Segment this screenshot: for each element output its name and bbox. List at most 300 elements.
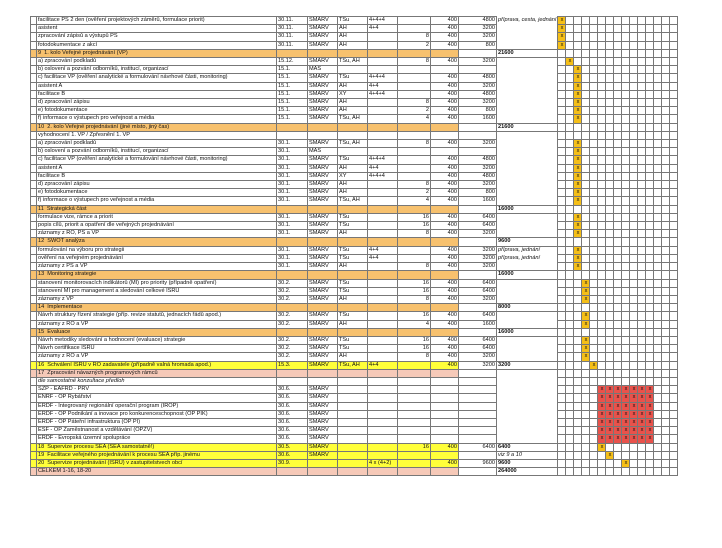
timeline-cell	[582, 123, 590, 131]
timeline-cell	[662, 90, 670, 98]
timeline-cell	[606, 205, 614, 213]
timeline-cell	[670, 131, 678, 139]
timeline-cell	[614, 205, 622, 213]
cost-cell: 9600	[459, 459, 497, 467]
worker-cell: TSu, AH	[338, 197, 368, 205]
hours-cell	[398, 25, 431, 33]
timeline-cell: x	[574, 82, 582, 90]
timeline-cell	[598, 271, 606, 279]
worker-cell: AH	[338, 181, 368, 189]
company-cell	[308, 369, 338, 377]
timeline-cell	[574, 123, 582, 131]
timeline-cell	[590, 90, 598, 98]
timeline-cell: x	[630, 394, 638, 402]
table-row	[31, 263, 678, 271]
timeline-cell	[646, 213, 654, 221]
cost-cell: 3200	[459, 164, 497, 172]
timeline-cell	[630, 336, 638, 344]
timeline-cell	[646, 320, 654, 328]
timeline-cell	[662, 172, 670, 180]
timeline-cell	[630, 33, 638, 41]
table-row	[31, 115, 678, 123]
timeline-cell	[606, 181, 614, 189]
timeline-cell	[566, 418, 574, 426]
timeline-cell	[574, 328, 582, 336]
timeline-cell	[582, 246, 590, 254]
timeline-cell: x	[638, 386, 646, 394]
hours-cell	[398, 304, 431, 312]
hours-cell	[398, 328, 431, 336]
timeline-cell	[598, 74, 606, 82]
cost-cell: 4800	[459, 90, 497, 98]
task-description: Návrh struktury řízení strategie (příp. revize statutů, jednacích řádů apod.)	[37, 312, 277, 320]
plan-cell	[368, 189, 398, 197]
task-description	[37, 369, 277, 377]
timeline-cell	[622, 123, 630, 131]
hours-cell	[398, 246, 431, 254]
timeline-cell	[638, 336, 646, 344]
timeline-cell	[638, 25, 646, 33]
timeline-cell	[662, 254, 670, 262]
timeline-cell: x	[574, 230, 582, 238]
timeline-cell	[614, 254, 622, 262]
timeline-cell	[654, 435, 662, 443]
timeline-cell	[598, 189, 606, 197]
empty-cell	[497, 394, 558, 402]
table-row	[31, 345, 678, 353]
cost-cell: 3200	[459, 254, 497, 262]
timeline-cell	[630, 164, 638, 172]
timeline-cell	[598, 107, 606, 115]
empty-cell	[497, 213, 558, 221]
rate-cell	[431, 386, 459, 394]
timeline-cell: x	[606, 435, 614, 443]
timeline-cell	[574, 410, 582, 418]
timeline-cell	[566, 66, 574, 74]
timeline-cell	[606, 320, 614, 328]
timeline-cell	[558, 263, 566, 271]
timeline-cell	[654, 320, 662, 328]
timeline-cell	[638, 82, 646, 90]
timeline-cell	[622, 304, 630, 312]
company-cell: MAS	[308, 66, 338, 74]
cost-cell: 3200	[459, 25, 497, 33]
timeline-cell	[590, 353, 598, 361]
timeline-cell: x	[646, 435, 654, 443]
plan-cell	[368, 312, 398, 320]
company-cell: SMARV	[308, 90, 338, 98]
timeline-cell: x	[574, 74, 582, 82]
timeline-cell	[630, 99, 638, 107]
timeline-cell	[582, 115, 590, 123]
timeline-cell: x	[558, 25, 566, 33]
task-description: formulace vize, rámce a priorit	[37, 213, 277, 221]
timeline-cell	[614, 336, 622, 344]
timeline-cell	[630, 189, 638, 197]
company-cell	[308, 377, 338, 385]
timeline-cell	[558, 304, 566, 312]
timeline-cell	[670, 410, 678, 418]
timeline-cell	[638, 312, 646, 320]
timeline-cell	[606, 336, 614, 344]
rate-cell: 400	[431, 82, 459, 90]
timeline-cell: x	[606, 418, 614, 426]
timeline-cell	[574, 58, 582, 66]
timeline-cell	[654, 328, 662, 336]
timeline-cell: x	[574, 189, 582, 197]
timeline-cell	[582, 230, 590, 238]
timeline-cell	[638, 74, 646, 82]
cost-cell: 1600	[459, 320, 497, 328]
cost-cell: 3200	[459, 58, 497, 66]
timeline-cell	[606, 304, 614, 312]
hours-cell	[398, 66, 431, 74]
cost-cell: 4800	[459, 74, 497, 82]
hours-cell	[398, 148, 431, 156]
timeline-cell	[670, 468, 678, 476]
date-cell: 30.2.	[277, 320, 308, 328]
timeline-cell	[638, 238, 646, 246]
plan-cell	[368, 345, 398, 353]
timeline-cell	[598, 263, 606, 271]
company-cell: SMARV	[308, 99, 338, 107]
company-cell: SMARV	[308, 222, 338, 230]
timeline-cell	[662, 328, 670, 336]
timeline-cell	[558, 189, 566, 197]
timeline-cell	[630, 271, 638, 279]
timeline-cell	[566, 369, 574, 377]
empty-cell	[497, 295, 558, 303]
timeline-cell	[558, 361, 566, 369]
timeline-cell	[622, 107, 630, 115]
plan-cell	[368, 222, 398, 230]
plan-cell	[368, 115, 398, 123]
timeline-cell	[590, 246, 598, 254]
timeline-cell	[566, 131, 574, 139]
timeline-cell	[598, 41, 606, 49]
timeline-cell: x	[598, 410, 606, 418]
timeline-cell	[614, 213, 622, 221]
timeline-cell	[558, 410, 566, 418]
timeline-cell	[630, 49, 638, 57]
timeline-cell	[566, 443, 574, 451]
timeline-cell	[598, 320, 606, 328]
date-cell: 30.1.	[277, 222, 308, 230]
cost-cell: 3200	[459, 361, 497, 369]
timeline-cell	[574, 131, 582, 139]
cost-cell: 800	[459, 189, 497, 197]
worker-cell: AH	[338, 230, 368, 238]
plan-cell: 4+4	[368, 82, 398, 90]
timeline-cell	[654, 295, 662, 303]
worker-cell: AH	[338, 189, 368, 197]
rate-cell	[431, 410, 459, 418]
hours-cell	[398, 369, 431, 377]
timeline-cell	[606, 279, 614, 287]
timeline-cell	[670, 148, 678, 156]
timeline-cell	[590, 41, 598, 49]
timeline-cell	[606, 25, 614, 33]
empty-cell	[497, 435, 558, 443]
timeline-cell	[614, 287, 622, 295]
timeline-cell	[622, 164, 630, 172]
timeline-cell	[590, 369, 598, 377]
timeline-cell	[622, 74, 630, 82]
timeline-cell	[622, 377, 630, 385]
timeline-cell: x	[638, 394, 646, 402]
timeline-cell	[662, 410, 670, 418]
timeline-cell	[638, 361, 646, 369]
timeline-cell	[582, 361, 590, 369]
timeline-cell: x	[598, 402, 606, 410]
plan-cell	[368, 181, 398, 189]
timeline-cell	[646, 377, 654, 385]
rate-cell: 400	[431, 99, 459, 107]
timeline-cell	[646, 181, 654, 189]
plan-cell	[368, 99, 398, 107]
timeline-cell	[598, 82, 606, 90]
plan-cell	[368, 140, 398, 148]
date-cell: 30.1.	[277, 148, 308, 156]
timeline-cell: x	[638, 427, 646, 435]
table-row	[31, 238, 678, 246]
timeline-cell: x	[646, 386, 654, 394]
timeline-cell	[558, 328, 566, 336]
timeline-cell	[606, 271, 614, 279]
cost-cell	[459, 418, 497, 426]
timeline-cell	[574, 336, 582, 344]
cost-cell: 3200	[459, 353, 497, 361]
timeline-cell	[558, 238, 566, 246]
worker-cell: TSu	[338, 287, 368, 295]
task-description: f) informace o výstupech pro veřejnost a média	[37, 115, 277, 123]
plan-cell	[368, 427, 398, 435]
timeline-cell	[582, 164, 590, 172]
timeline-cell	[590, 115, 598, 123]
empty-cell	[497, 197, 558, 205]
timeline-cell	[670, 222, 678, 230]
timeline-cell	[622, 328, 630, 336]
timeline-cell: x	[638, 410, 646, 418]
timeline-cell	[614, 74, 622, 82]
timeline-cell	[590, 320, 598, 328]
timeline-cell	[566, 156, 574, 164]
timeline-cell: x	[566, 58, 574, 66]
timeline-cell	[646, 336, 654, 344]
worker-cell: AH	[338, 99, 368, 107]
timeline-cell	[558, 353, 566, 361]
total-cell: 16000	[497, 271, 558, 279]
timeline-cell	[606, 468, 614, 476]
date-cell: 30.2.	[277, 295, 308, 303]
timeline-cell	[606, 41, 614, 49]
task-label: Monitoring strategie	[47, 271, 97, 278]
task-description	[37, 271, 277, 279]
timeline-cell	[646, 99, 654, 107]
timeline-cell	[638, 115, 646, 123]
rate-cell: 400	[431, 361, 459, 369]
timeline-cell	[662, 131, 670, 139]
table-row	[31, 304, 678, 312]
hours-cell: 16	[398, 345, 431, 353]
timeline-cell	[654, 82, 662, 90]
timeline-cell	[638, 148, 646, 156]
timeline-cell	[622, 131, 630, 139]
timeline-cell	[670, 451, 678, 459]
rate-cell: 400	[431, 459, 459, 467]
worker-cell: XY	[338, 172, 368, 180]
timeline-cell	[566, 468, 574, 476]
timeline-cell	[558, 369, 566, 377]
timeline-cell	[558, 451, 566, 459]
timeline-cell	[630, 213, 638, 221]
timeline-cell	[558, 172, 566, 180]
timeline-cell	[646, 353, 654, 361]
task-description: ERDF - Integrovaný regionální operační program (IROP)	[37, 402, 277, 410]
timeline-cell	[558, 279, 566, 287]
company-cell: SMARV	[308, 394, 338, 402]
empty-cell	[497, 41, 558, 49]
hours-cell	[398, 238, 431, 246]
task-description: vyhodnocení 1. VP / Zpřesnění 1. VP	[37, 131, 277, 139]
timeline-cell	[646, 468, 654, 476]
date-cell: 30.1.	[277, 230, 308, 238]
timeline-cell	[590, 33, 598, 41]
timeline-cell	[670, 418, 678, 426]
timeline-cell: x	[646, 427, 654, 435]
timeline-cell	[654, 271, 662, 279]
timeline-cell	[622, 66, 630, 74]
cost-cell	[459, 468, 497, 476]
worker-cell	[338, 394, 368, 402]
timeline-cell	[566, 222, 574, 230]
company-cell: SMARV	[308, 140, 338, 148]
worker-cell: AH	[338, 41, 368, 49]
timeline-cell	[662, 304, 670, 312]
timeline-cell	[638, 451, 646, 459]
table-row	[31, 435, 678, 443]
company-cell: SMARV	[308, 353, 338, 361]
row-number: 10	[38, 123, 45, 130]
timeline-cell	[590, 74, 598, 82]
timeline-cell	[582, 107, 590, 115]
timeline-cell	[590, 58, 598, 66]
timeline-cell	[598, 451, 606, 459]
timeline-cell	[662, 271, 670, 279]
timeline-cell	[622, 254, 630, 262]
cost-cell	[459, 394, 497, 402]
cost-cell: 6400	[459, 287, 497, 295]
task-description: c) facilitace VP (ověření analytické a formulování návrhové části, monitoring)	[37, 74, 277, 82]
table-row	[31, 353, 678, 361]
empty-cell	[497, 181, 558, 189]
cost-cell: 6400	[459, 222, 497, 230]
timeline-cell	[606, 345, 614, 353]
task-description: Návrh certifikace ISRÚ	[37, 345, 277, 353]
timeline-cell	[622, 140, 630, 148]
empty-cell	[497, 287, 558, 295]
timeline-cell	[670, 279, 678, 287]
table-row	[31, 213, 678, 221]
empty-cell	[497, 156, 558, 164]
timeline-cell: x	[582, 295, 590, 303]
timeline-cell	[646, 33, 654, 41]
timeline-cell	[558, 312, 566, 320]
worker-cell	[338, 205, 368, 213]
timeline-cell	[614, 222, 622, 230]
company-cell: SMARV	[308, 33, 338, 41]
timeline-cell	[646, 74, 654, 82]
rate-cell: 400	[431, 164, 459, 172]
timeline-cell	[622, 443, 630, 451]
timeline-cell: x	[622, 435, 630, 443]
timeline-cell	[654, 25, 662, 33]
timeline-cell	[622, 90, 630, 98]
timeline-cell: x	[574, 246, 582, 254]
worker-cell	[338, 435, 368, 443]
plan-cell: 4 x (4+2)	[368, 459, 398, 467]
timeline-cell	[622, 25, 630, 33]
timeline-cell	[670, 287, 678, 295]
timeline-cell	[614, 172, 622, 180]
date-cell: 30.5.	[277, 443, 308, 451]
timeline-cell	[582, 74, 590, 82]
timeline-cell	[566, 238, 574, 246]
timeline-cell	[566, 328, 574, 336]
timeline-cell	[662, 427, 670, 435]
plan-cell	[368, 394, 398, 402]
timeline-cell	[590, 410, 598, 418]
company-cell: SMARV	[308, 41, 338, 49]
plan-cell	[368, 107, 398, 115]
task-description: fotodokumentace z akcí	[37, 41, 277, 49]
timeline-cell	[574, 320, 582, 328]
timeline-cell	[646, 345, 654, 353]
plan-cell	[368, 123, 398, 131]
timeline-cell	[646, 254, 654, 262]
timeline-cell: x	[598, 435, 606, 443]
cost-cell	[459, 427, 497, 435]
timeline-cell	[670, 246, 678, 254]
timeline-cell	[646, 17, 654, 25]
task-label: Strategická část	[46, 205, 87, 212]
timeline-cell	[582, 17, 590, 25]
timeline-cell	[590, 148, 598, 156]
timeline-cell	[638, 123, 646, 131]
cost-cell: 800	[459, 41, 497, 49]
timeline-cell	[662, 312, 670, 320]
timeline-cell	[598, 304, 606, 312]
hours-cell: 16	[398, 312, 431, 320]
timeline-cell: x	[590, 361, 598, 369]
timeline-cell: x	[606, 386, 614, 394]
timeline-cell	[646, 49, 654, 57]
timeline-cell	[590, 181, 598, 189]
date-cell: 30.6.	[277, 451, 308, 459]
plan-cell	[368, 58, 398, 66]
table-row	[31, 82, 678, 90]
timeline-cell	[646, 90, 654, 98]
timeline-cell	[622, 148, 630, 156]
timeline-cell	[566, 140, 574, 148]
timeline-cell: x	[646, 410, 654, 418]
worker-cell	[338, 123, 368, 131]
timeline-cell	[590, 213, 598, 221]
timeline-cell	[582, 386, 590, 394]
timeline-cell: x	[574, 181, 582, 189]
timeline-cell	[654, 123, 662, 131]
cost-cell	[459, 205, 497, 213]
